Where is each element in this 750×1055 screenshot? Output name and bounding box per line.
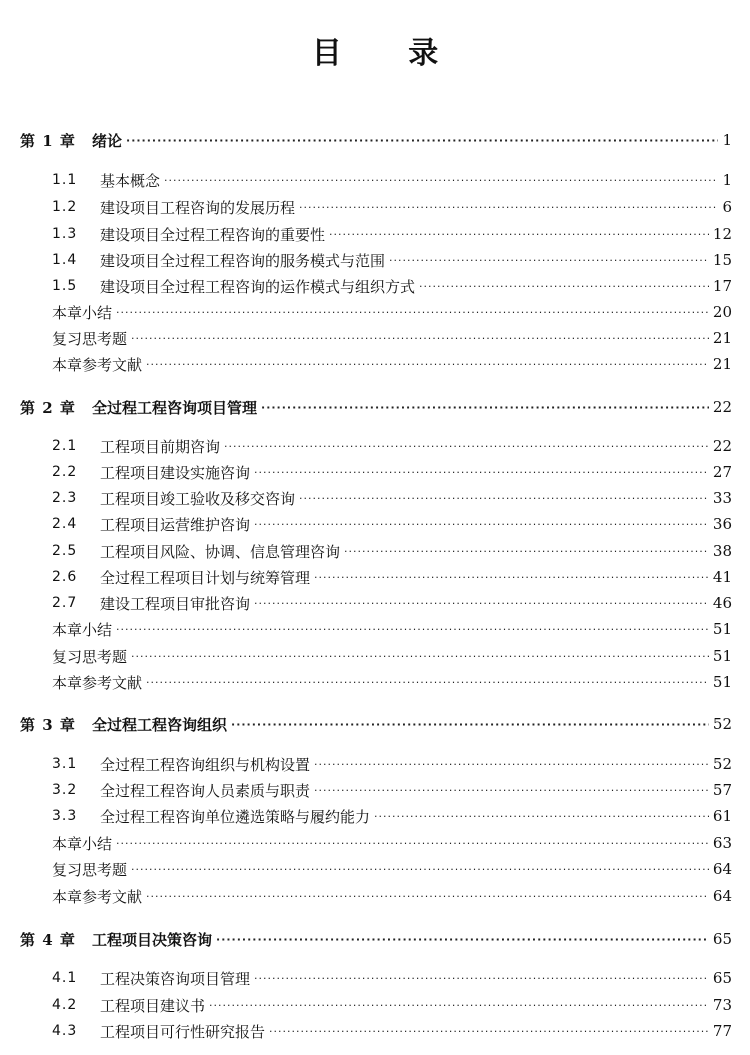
toc-page-number: 52 [712, 715, 732, 733]
dot-leader [344, 545, 709, 558]
toc-entry-title: 建设项目全过程工程咨询的运作模式与组织方式 [100, 277, 416, 296]
dot-leader [146, 676, 709, 689]
toc-entry-title: 复习思考题 [52, 647, 128, 666]
toc-entry-title: 工程项目运营维护咨询 [100, 515, 251, 534]
dot-leader [419, 280, 709, 293]
toc-entry-number: 2.4 [52, 516, 78, 532]
toc-page-number: 20 [712, 303, 732, 321]
toc-section-entry[interactable] [52, 512, 732, 536]
toc-section-entry[interactable] [52, 993, 732, 1017]
dot-leader [164, 174, 718, 187]
toc-entry-title: 工程项目建设实施咨询 [100, 463, 251, 482]
toc-entry-title: 本章小结 [52, 834, 113, 853]
toc-entry-number: 2.5 [52, 543, 78, 559]
toc-section-entry[interactable] [52, 966, 732, 990]
toc-entry-title: 工程项目前期咨询 [100, 437, 221, 456]
dot-leader [116, 837, 709, 850]
dot-leader [299, 201, 718, 214]
toc-entry-title: 全过程工程项目计划与统筹管理 [100, 568, 311, 587]
toc-entry-title: 本章参考文献 [52, 887, 143, 906]
dot-leader [314, 571, 709, 584]
dot-leader [116, 623, 709, 636]
toc-entry-title: 复习思考题 [52, 329, 128, 348]
toc-page-number: 51 [712, 673, 732, 691]
toc-section-entry[interactable] [52, 486, 732, 510]
toc-entry-title: 建设项目全过程工程咨询的服务模式与范围 [100, 251, 386, 270]
toc-entry-title: 复习思考题 [52, 860, 128, 879]
toc-entry-title: 建设项目工程咨询的发展历程 [100, 198, 296, 217]
toc-entry-number: 4.1 [52, 970, 78, 986]
toc-page-number: 51 [712, 620, 732, 638]
dot-leader [209, 999, 709, 1012]
toc-misc-entry[interactable] [52, 300, 732, 324]
dot-leader [231, 718, 709, 731]
toc-page-number: 73 [712, 996, 732, 1014]
dot-leader [389, 254, 709, 267]
toc-page-number: 51 [712, 647, 732, 665]
toc-entry-number: 第 4 章 [20, 930, 76, 949]
toc-page-number: 77 [712, 1022, 732, 1040]
toc-entry-number: 1.4 [52, 252, 78, 268]
toc-entry-title: 工程项目竣工验收及移交咨询 [100, 489, 296, 508]
toc-page-number: 12 [712, 225, 732, 243]
dot-leader [131, 650, 709, 663]
toc-entry-title: 工程决策咨询项目管理 [100, 969, 251, 988]
toc-chapter-entry[interactable] [20, 395, 732, 419]
toc-section-entry[interactable] [52, 168, 732, 192]
dot-leader [254, 518, 709, 531]
toc-page-number: 65 [712, 930, 732, 948]
toc-page-number: 65 [712, 969, 732, 987]
dot-leader [299, 492, 709, 505]
toc-page-number: 63 [712, 834, 732, 852]
dot-leader [146, 358, 709, 371]
toc-entry-number: 1.5 [52, 278, 78, 294]
toc-section-entry[interactable] [52, 778, 732, 802]
toc-entry-title: 本章参考文献 [52, 673, 143, 692]
toc-misc-entry[interactable] [52, 831, 732, 855]
toc-page-number: 57 [712, 781, 732, 799]
toc-page-number: 27 [712, 463, 732, 481]
toc-entry-title: 基本概念 [100, 171, 161, 190]
dot-leader [216, 933, 709, 946]
toc-page-number: 15 [712, 251, 732, 269]
toc-entry-number: 2.2 [52, 464, 78, 480]
dot-leader [254, 597, 709, 610]
toc-entry-number: 2.7 [52, 595, 78, 611]
toc-misc-entry[interactable] [52, 884, 732, 908]
toc-page-number: 21 [712, 355, 732, 373]
toc-page-number: 6 [722, 198, 732, 216]
toc-misc-entry[interactable] [52, 617, 732, 641]
toc-entry-title: 工程项目风险、协调、信息管理咨询 [100, 542, 341, 561]
toc-section-entry[interactable] [52, 591, 732, 615]
toc-entry-title: 本章小结 [52, 620, 113, 639]
toc-section-entry[interactable] [52, 460, 732, 484]
dot-leader [314, 758, 709, 771]
toc-page-number: 33 [712, 489, 732, 507]
toc-page-number: 17 [712, 277, 732, 295]
toc-entry-title: 工程项目可行性研究报告 [100, 1022, 266, 1041]
toc-entry-title: 全过程工程咨询组织与机构设置 [100, 755, 311, 774]
toc-page-number: 46 [712, 594, 732, 612]
dot-leader [374, 810, 709, 823]
toc-entry-title: 本章小结 [52, 303, 113, 322]
toc-page-number: 52 [712, 755, 732, 773]
toc-page-number: 22 [712, 398, 732, 416]
toc-section-entry[interactable] [52, 248, 732, 272]
toc-page-number: 1 [722, 171, 732, 189]
toc-page-number: 41 [712, 568, 732, 586]
toc-entry-title: 工程项目建议书 [100, 996, 206, 1015]
toc-entry-title: 全过程工程咨询组织 [92, 715, 228, 734]
toc-section-entry[interactable] [52, 195, 732, 219]
dot-leader [131, 332, 709, 345]
toc-entry-title: 全过程工程咨询人员素质与职责 [100, 781, 311, 800]
dot-leader [329, 228, 709, 241]
dot-leader [126, 134, 718, 147]
dot-leader [261, 401, 709, 414]
toc-page-number: 38 [712, 542, 732, 560]
toc-page-number: 36 [712, 515, 732, 533]
toc-entry-title: 全过程工程咨询单位遴选策略与履约能力 [100, 807, 371, 826]
toc-entry-number: 3.2 [52, 782, 78, 798]
toc-entry-number: 3.3 [52, 808, 78, 824]
toc-page-number: 64 [712, 887, 732, 905]
toc-entry-number: 第 1 章 [20, 131, 76, 150]
toc-section-entry[interactable] [52, 539, 732, 563]
toc-entry-number: 3.1 [52, 756, 78, 772]
toc-entry-number: 1.2 [52, 199, 78, 215]
toc-section-entry[interactable] [52, 804, 732, 828]
toc-entry-title: 建设项目全过程工程咨询的重要性 [100, 225, 326, 244]
toc-misc-entry[interactable] [52, 352, 732, 376]
toc-section-entry[interactable] [52, 752, 732, 776]
page-title: 目 录 [311, 36, 467, 71]
toc-misc-entry[interactable] [52, 644, 732, 668]
toc-section-entry[interactable] [52, 1019, 732, 1043]
toc-entry-number: 2.3 [52, 490, 78, 506]
dot-leader [146, 890, 709, 903]
toc-misc-entry[interactable] [52, 857, 732, 881]
toc-chapter-entry[interactable] [20, 712, 732, 736]
toc-chapter-entry[interactable] [20, 128, 732, 152]
toc-entry-number: 4.2 [52, 997, 78, 1013]
toc-entry-number: 4.3 [52, 1023, 78, 1039]
toc-page-number: 21 [712, 329, 732, 347]
toc-entry-number: 1.1 [52, 172, 78, 188]
toc-section-entry[interactable] [52, 222, 732, 246]
toc-entry-title: 建设工程项目审批咨询 [100, 594, 251, 613]
dot-leader [254, 466, 709, 479]
dot-leader [269, 1025, 709, 1038]
toc-misc-entry[interactable] [52, 670, 732, 694]
toc-page-number: 1 [722, 131, 732, 149]
toc-entry-number: 1.3 [52, 226, 78, 242]
dot-leader [314, 784, 709, 797]
toc-entry-number: 第 3 章 [20, 715, 76, 734]
toc-misc-entry[interactable] [52, 326, 732, 350]
toc-page-number: 22 [712, 437, 732, 455]
dot-leader [116, 306, 709, 319]
toc-section-entry[interactable] [52, 434, 732, 458]
toc-page-number: 61 [712, 807, 732, 825]
toc-entry-title: 本章参考文献 [52, 355, 143, 374]
toc-section-entry[interactable] [52, 274, 732, 298]
toc-section-entry[interactable] [52, 565, 732, 589]
toc-entry-number: 2.6 [52, 569, 78, 585]
toc-chapter-entry[interactable] [20, 927, 732, 951]
toc-entry-title: 全过程工程咨询项目管理 [92, 398, 258, 417]
dot-leader [254, 972, 709, 985]
toc-page-number: 64 [712, 860, 732, 878]
toc-entry-number: 2.1 [52, 438, 78, 454]
toc-entry-number: 第 2 章 [20, 398, 76, 417]
dot-leader [224, 440, 709, 453]
dot-leader [131, 863, 709, 876]
toc-entry-title: 绪论 [92, 131, 123, 150]
toc-entry-title: 工程项目决策咨询 [92, 930, 213, 949]
